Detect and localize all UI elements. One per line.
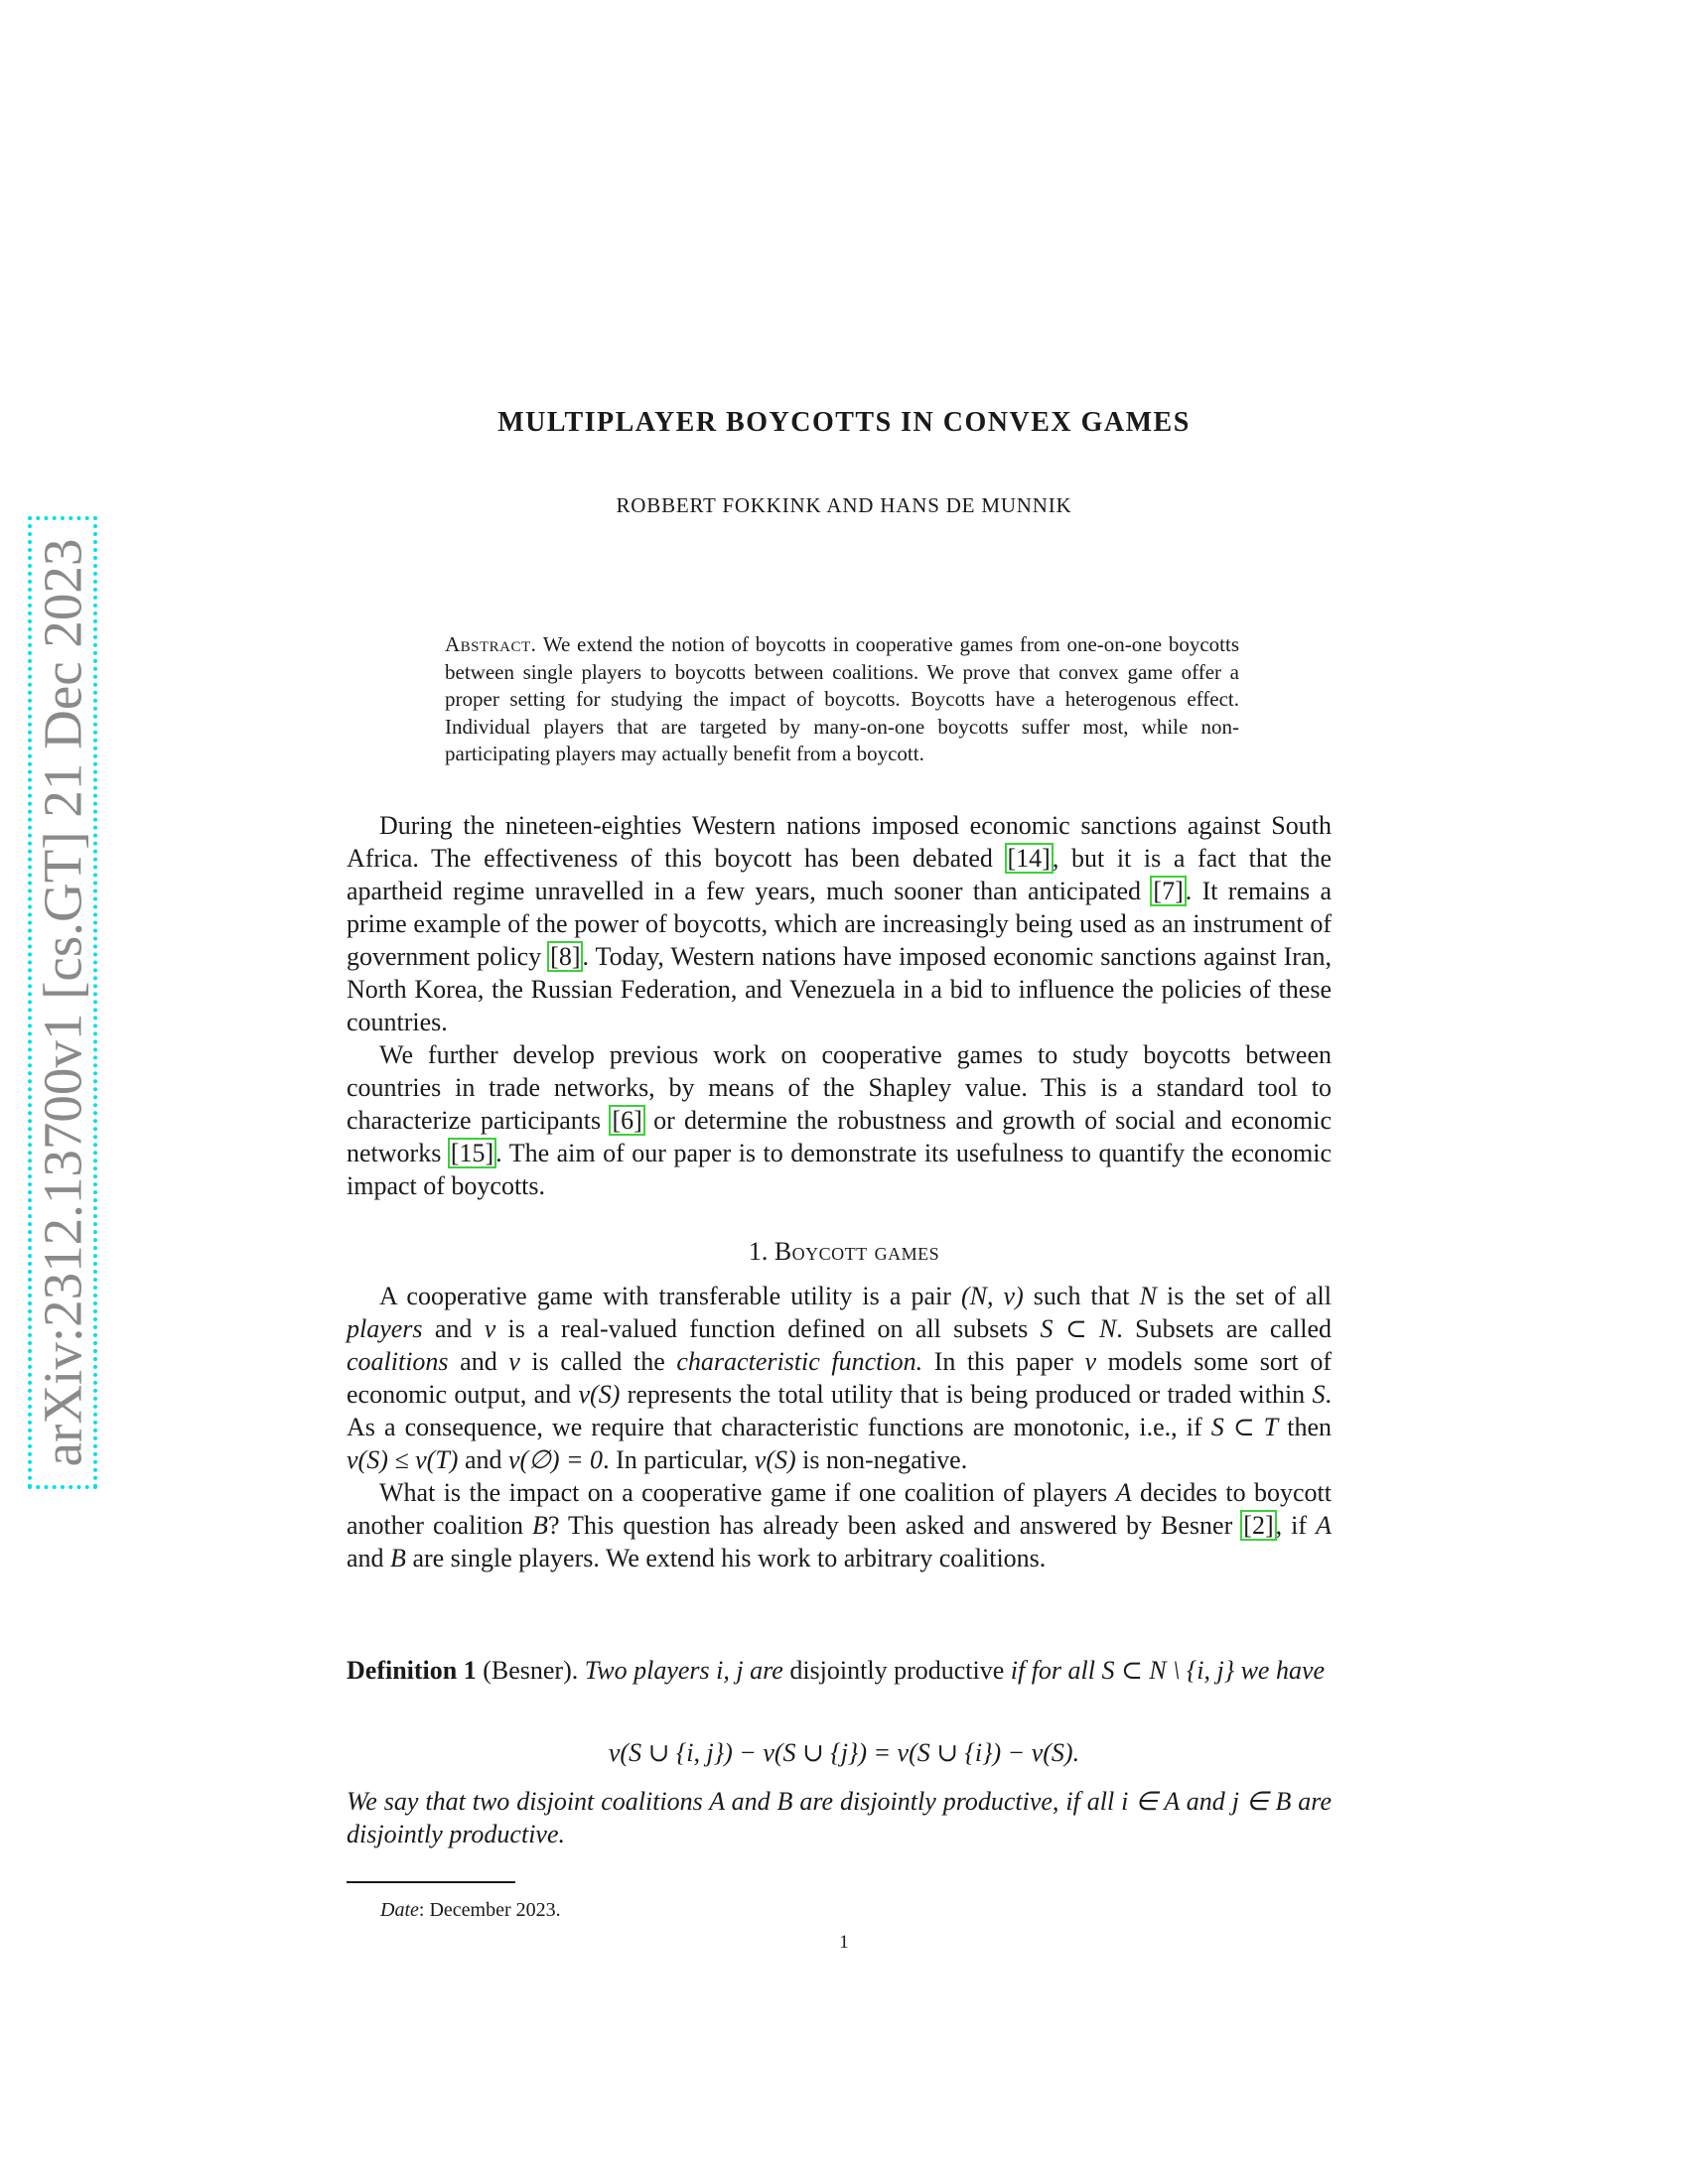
math-inline: v(S) xyxy=(578,1380,621,1409)
math-inline: v(∅) = 0 xyxy=(508,1445,604,1474)
section-heading xyxy=(0,1237,1688,1267)
math-inline: S ⊂ T xyxy=(1210,1413,1279,1441)
text-run: and xyxy=(422,1314,485,1343)
emphasis: players xyxy=(347,1314,423,1343)
citation-link[interactable]: [6] xyxy=(612,1106,642,1135)
citation-link[interactable]: [14] xyxy=(1007,844,1051,873)
definition-1 xyxy=(347,1654,1332,1687)
math-inline: B xyxy=(390,1544,406,1572)
math-inline: v(S) xyxy=(754,1445,796,1474)
text-run: and xyxy=(458,1445,508,1474)
display-equation xyxy=(0,1738,1688,1768)
text-run: . Subsets are called xyxy=(1116,1314,1332,1343)
text-run: is the set of all xyxy=(1156,1282,1332,1310)
math-inline: A xyxy=(1115,1478,1132,1507)
citation-link[interactable]: [2] xyxy=(1243,1511,1274,1540)
math-inline: i, j xyxy=(716,1656,744,1685)
math-inline: A xyxy=(1316,1511,1333,1540)
math-inline: B xyxy=(532,1511,548,1540)
definition-continuation xyxy=(347,1785,1332,1850)
intro-paragraph-1 xyxy=(347,809,1332,1038)
definition-label: Definition 1 xyxy=(347,1656,477,1685)
math-inline: (N, v) xyxy=(960,1282,1024,1310)
text-run: decides to boycott another coalition xyxy=(347,1478,1332,1540)
text-run: is non-negative. xyxy=(795,1445,968,1474)
citation-link[interactable]: [15] xyxy=(450,1139,494,1167)
definition-text: we have xyxy=(1234,1656,1326,1685)
abstract-label: Abstract. xyxy=(445,632,537,656)
math-inline: v xyxy=(508,1347,520,1376)
text-run: A cooperative game with transferable utility is a pair xyxy=(379,1282,961,1310)
citation-link[interactable]: [8] xyxy=(550,942,581,971)
definition-text: Two players xyxy=(584,1656,717,1685)
equation-text: v(S ∪ {i, j}) − v(S ∪ {j}) = v(S ∪ {i}) − v(S). xyxy=(608,1738,1080,1767)
definition-attribution: (Besner). xyxy=(483,1656,579,1685)
footnote-label: Date xyxy=(380,1899,419,1921)
text-run: is a real-valued function defined on all subsets xyxy=(495,1314,1041,1343)
intro-p2-text-a: We further develop previous work on cooperative games to study boycotts between countries in trade networks, by means of the Shapley value. This is a standard tool to characterize participants xyxy=(347,1040,1332,1135)
arxiv-stamp xyxy=(28,516,97,1489)
intro-p1-text-b: , but it is a fact that the apartheid regime unravelled in a few years, much sooner than anticipated xyxy=(347,844,1332,905)
text-run: What is the impact on a cooperative game if one coalition of players xyxy=(379,1478,1116,1507)
section-title: Boycott games xyxy=(774,1237,940,1266)
math-inline: S xyxy=(1312,1380,1326,1409)
intro-section xyxy=(347,809,1332,1202)
text-run: ? This question has already been asked and answered by Besner xyxy=(547,1511,1242,1540)
intro-paragraph-2 xyxy=(347,1038,1332,1202)
abstract-text: We extend the notion of boycotts in cooperative games from one-on-one boycotts between single players to boycotts between coalitions. We prove that convex game offer a proper setting for studying the impact of boycotts. Boycotts have a heterogenous effect. Individual players that are targeted by many-on-one boycotts suffer most, while non-participating players may actually benefit from a boycott. xyxy=(445,632,1239,765)
text-run: are single players. We extend his work to arbitrary coalitions. xyxy=(405,1544,1047,1572)
citation-link[interactable]: [7] xyxy=(1153,877,1184,905)
math-inline: v xyxy=(484,1314,496,1343)
intro-p1-text-a: During the nineteen-eighties Western nations imposed economic sanctions against South Africa. The effectiveness of this boycott has been debated xyxy=(347,811,1332,873)
section1-paragraph-2 xyxy=(347,1476,1332,1574)
text-run: then xyxy=(1278,1413,1333,1441)
text-run: represents the total utility that is being produced or traded within xyxy=(620,1380,1313,1409)
footnote-text: : December 2023. xyxy=(418,1899,561,1921)
text-run: and xyxy=(448,1347,509,1376)
intro-p2-text-b: or determine the robustness and growth of social and economic networks xyxy=(347,1106,1332,1167)
section1-paragraph-1 xyxy=(347,1280,1332,1476)
definition-statement xyxy=(347,1654,1332,1687)
paper-title: MULTIPLAYER BOYCOTTS IN CONVEX GAMES xyxy=(497,407,1191,438)
abstract xyxy=(445,631,1239,768)
text-run: such that xyxy=(1023,1282,1140,1310)
math-inline: N xyxy=(1139,1282,1157,1310)
intro-p1-text-c: . It remains a prime example of the power of boycotts, which are increasingly being used as an instrument of government policy xyxy=(347,877,1332,971)
math-inline: S ⊂ N \ {i, j} xyxy=(1101,1656,1235,1685)
text-run: and xyxy=(347,1544,391,1572)
section-number: 1. xyxy=(748,1237,769,1266)
definition-after xyxy=(347,1785,1332,1850)
text-run: , if xyxy=(1275,1511,1317,1540)
text-run: . As a consequence, we require that characteristic functions are monotonic, i.e., if xyxy=(347,1380,1332,1441)
intro-p1-text-d: . Today, Western nations have imposed economic sanctions against Iran, North Korea, the Russian Federation, and Venezuela in a bid to influence the policies of these countries. xyxy=(347,942,1332,1036)
math-inline: v(S) ≤ v(T) xyxy=(347,1445,459,1474)
intro-p2-text-c: . The aim of our paper is to demonstrate its usefulness to quantify the economic impact of boycotts. xyxy=(347,1139,1332,1200)
defined-term: disjointly productive xyxy=(789,1656,1005,1685)
footnote xyxy=(380,1899,561,1922)
definition-text: if for all xyxy=(1004,1656,1102,1685)
section-1-body xyxy=(347,1280,1332,1574)
text-run: In this paper xyxy=(922,1347,1085,1376)
emphasis: characteristic function. xyxy=(676,1347,923,1376)
definition-text: are xyxy=(743,1656,790,1685)
definition-after-text: We say that two disjoint coalitions A and B are disjointly productive, if all i ∈ A and j ∈ B are disjointly productive. xyxy=(347,1787,1332,1848)
math-inline: S ⊂ N xyxy=(1040,1314,1117,1343)
text-run: is called the xyxy=(519,1347,677,1376)
text-run: . In particular, xyxy=(603,1445,755,1474)
footnote-rule xyxy=(347,1881,515,1883)
emphasis: coalitions xyxy=(347,1347,449,1376)
math-inline: v xyxy=(1084,1347,1096,1376)
text-run: models some sort of economic output, and xyxy=(347,1347,1332,1409)
page-number: 1 xyxy=(839,1932,849,1953)
arxiv-stamp-text: arXiv:2312.13700v1 [cs.GT] 21 Dec 2023 xyxy=(32,538,93,1467)
paper-authors: ROBBERT FOKKINK AND HANS DE MUNNIK xyxy=(616,493,1072,517)
